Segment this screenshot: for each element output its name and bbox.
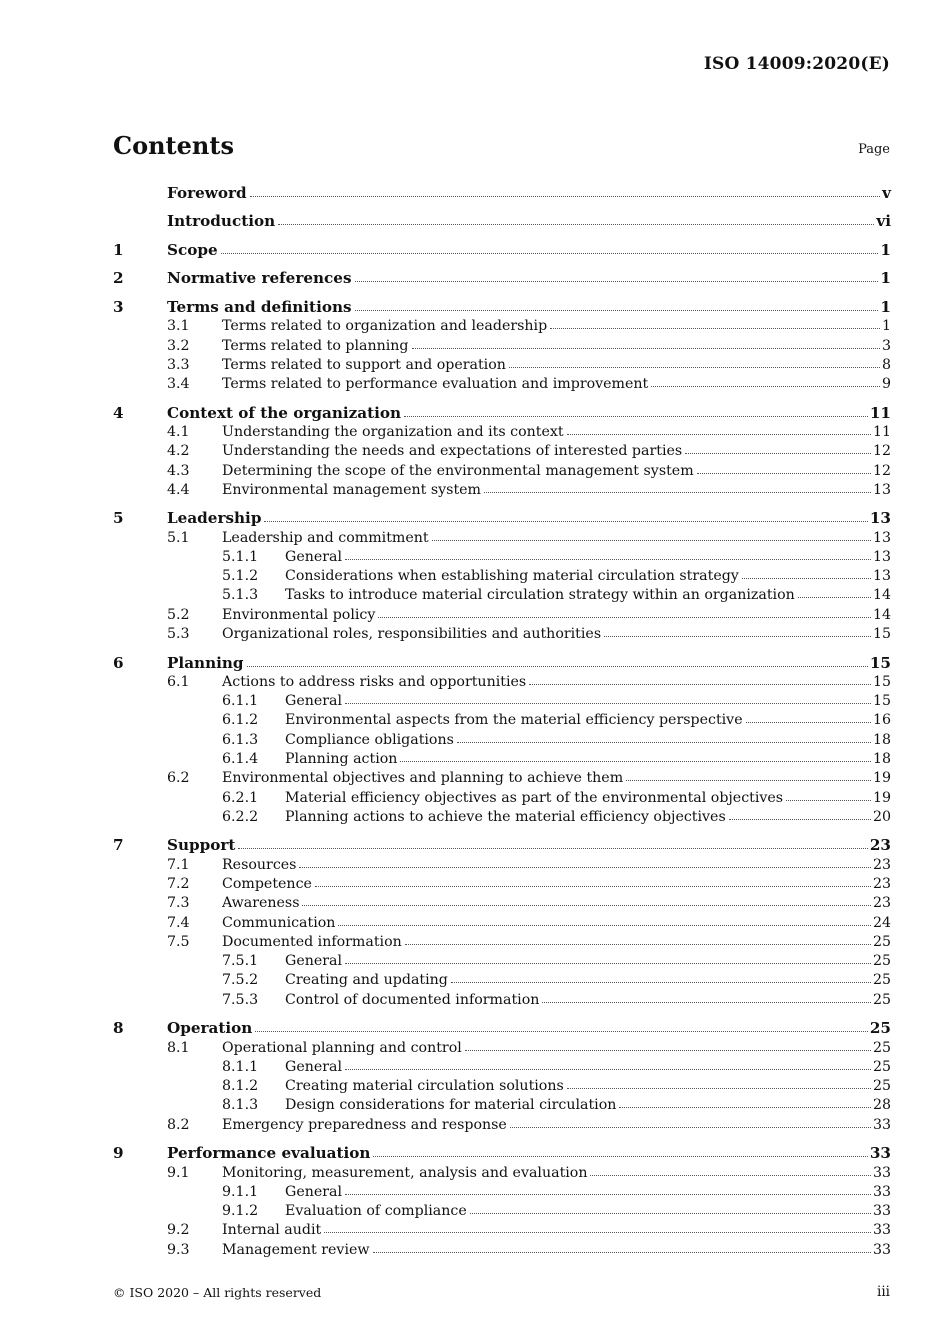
toc-entry-number: 6.1.3 [222, 731, 259, 748]
toc-entry-title: Operation [167, 1019, 253, 1038]
toc-entry-title: Actions to address risks and opportunities [222, 673, 527, 690]
toc-entry-page: 33 [869, 1144, 891, 1163]
toc-entry[interactable] [113, 1039, 891, 1058]
toc-entry-page: 23 [869, 836, 891, 855]
toc-entry-number: 9.1.1 [222, 1183, 259, 1200]
toc-entry-page: 25 [872, 991, 891, 1008]
toc-entry-page: 33 [872, 1222, 891, 1239]
toc-leader-dots [404, 415, 868, 417]
toc-entry[interactable] [113, 212, 891, 231]
toc-leader-dots [355, 280, 879, 282]
toc-entry-title: Environmental policy [222, 606, 376, 623]
toc-entry-title: General [285, 693, 343, 710]
toc-entry[interactable] [113, 1116, 891, 1135]
toc-entry-number: 8.1.1 [222, 1058, 259, 1075]
toc-entry[interactable] [113, 529, 891, 548]
toc-entry-number: 6.2.2 [222, 808, 259, 825]
toc-entry[interactable] [113, 711, 891, 730]
toc-entry-page: 1 [880, 240, 891, 259]
toc-entry-number: 7.3 [167, 895, 190, 912]
toc-leader-dots [509, 366, 880, 368]
toc-leader-dots [221, 252, 879, 254]
toc-entry[interactable] [113, 673, 891, 692]
toc-leader-dots [373, 1251, 871, 1253]
toc-entry[interactable] [113, 337, 891, 356]
toc-entry-page: 11 [872, 423, 891, 440]
toc-entry-title: Terms related to support and operation [222, 356, 506, 373]
toc-entry-page: v [882, 184, 891, 202]
toc-entry-number: 5.1.2 [222, 568, 259, 585]
toc-entry-page: 12 [872, 443, 891, 460]
toc-leader-dots [550, 327, 880, 329]
toc-entry-page: 33 [872, 1241, 891, 1258]
toc-leader-dots [786, 799, 871, 801]
toc-leader-dots [255, 1030, 868, 1032]
toc-entry[interactable] [113, 462, 891, 481]
toc-entry-title: Performance evaluation [167, 1144, 371, 1163]
toc-entry[interactable] [113, 654, 891, 673]
toc-entry-number: 6.1.2 [222, 712, 259, 729]
toc-entry[interactable] [113, 1077, 891, 1096]
toc-entry-title: Operational planning and control [222, 1039, 462, 1056]
toc-entry-page: 1 [880, 269, 891, 288]
toc-entry-number: 6 [113, 653, 124, 672]
toc-entry[interactable] [113, 750, 891, 769]
toc-entry-number: 5.1 [167, 529, 190, 546]
toc-leader-dots [451, 981, 871, 983]
toc-entry-title: General [285, 1183, 343, 1200]
toc-entry[interactable] [113, 1096, 891, 1115]
toc-entry-title: Planning [167, 653, 244, 672]
toc-leader-dots [567, 433, 871, 435]
toc-entry-page: 24 [872, 914, 891, 931]
toc-entry-title: Environmental management system [222, 481, 482, 498]
toc-entry-title: Foreword [167, 184, 247, 202]
toc-entry-title: Introduction [167, 212, 276, 231]
toc-entry[interactable] [113, 1202, 891, 1221]
toc-entry-page: 13 [872, 568, 891, 585]
toc-entry-number: 3 [113, 297, 124, 316]
toc-entry-title: General [285, 953, 343, 970]
toc-entry[interactable] [113, 481, 891, 500]
toc-leader-dots [510, 1126, 871, 1128]
toc-entry-page: 14 [872, 606, 891, 623]
toc-entry-page: 25 [872, 972, 891, 989]
toc-leader-dots [324, 1231, 871, 1233]
toc-entry-page: 13 [872, 548, 891, 565]
toc-entry-title: Leadership [167, 509, 262, 528]
toc-entry-number: 7 [113, 836, 124, 855]
toc-entry[interactable] [113, 789, 891, 808]
toc-entry-number: 4 [113, 403, 124, 422]
toc-leader-dots [590, 1174, 870, 1176]
toc-entry-title: Understanding the needs and expectations of interested parties [222, 443, 683, 460]
toc-entry-title: Terms and definitions [167, 297, 352, 316]
toc-entry-page: 28 [872, 1097, 891, 1114]
toc-entry[interactable] [113, 184, 891, 203]
toc-leader-dots [457, 741, 871, 743]
toc-entry[interactable] [113, 606, 891, 625]
toc-entry[interactable] [113, 731, 891, 750]
toc-entry[interactable] [113, 933, 891, 952]
toc-entry-number: 9.1.2 [222, 1203, 259, 1220]
toc-leader-dots [345, 962, 871, 964]
toc-entry-number: 2 [113, 269, 124, 288]
toc-entry-title: Communication [222, 914, 336, 931]
toc-entry-page: 23 [872, 856, 891, 873]
toc-entry[interactable] [113, 1164, 891, 1183]
toc-entry-number: 8.1.2 [222, 1078, 259, 1095]
toc-entry[interactable] [113, 509, 891, 528]
toc-leader-dots [697, 472, 871, 474]
toc-entry-number: 5.3 [167, 626, 190, 643]
toc-leader-dots [278, 223, 874, 225]
toc-leader-dots [685, 452, 871, 454]
toc-leader-dots [542, 1001, 871, 1003]
toc-entry-number: 6.2.1 [222, 789, 259, 806]
toc-entry[interactable] [113, 1221, 891, 1240]
toc-leader-dots [345, 558, 871, 560]
toc-leader-dots [604, 635, 871, 637]
toc-entry-title: Planning actions to achieve the material efficiency objectives [285, 808, 726, 825]
toc-leader-dots [345, 702, 871, 704]
toc-entry-page: 23 [872, 876, 891, 892]
toc-entry-page: 15 [872, 626, 891, 643]
toc-entry[interactable] [113, 971, 891, 990]
toc-entry[interactable] [113, 692, 891, 711]
toc-entry-title: Terms related to organization and leadership [222, 318, 548, 335]
toc-entry-number: 8.1.3 [222, 1097, 259, 1114]
toc-entry-number: 7.5 [167, 933, 190, 950]
toc-leader-dots [338, 924, 870, 926]
footer-page-number: iii [877, 1284, 890, 1300]
toc-entry-page: 19 [872, 789, 891, 806]
toc-entry[interactable] [113, 317, 891, 336]
toc-leader-dots [315, 885, 871, 887]
toc-entry[interactable] [113, 914, 891, 933]
toc-entry-number: 4.4 [167, 481, 190, 498]
toc-entry-title: Documented information [222, 933, 402, 950]
toc-entry-page: 33 [872, 1164, 891, 1181]
toc-entry-page: 25 [872, 1039, 891, 1056]
toc-entry-number: 7.5.3 [222, 991, 259, 1008]
toc-entry-number: 6.2 [167, 770, 190, 787]
toc-entry-page: 33 [872, 1203, 891, 1220]
toc-leader-dots [465, 1049, 871, 1051]
toc-leader-dots [299, 866, 870, 868]
toc-entry-page: 25 [869, 1019, 891, 1038]
toc-entry-number: 5.1.1 [222, 548, 259, 565]
toc-leader-dots [373, 1155, 867, 1157]
toc-entry[interactable] [113, 423, 891, 442]
toc-entry[interactable] [113, 836, 891, 855]
toc-entry[interactable] [113, 952, 891, 971]
toc-leader-dots [412, 347, 880, 349]
toc-entry-title: Scope [167, 240, 218, 259]
document-id: ISO 14009:2020(E) [703, 54, 890, 74]
toc-entry-title: Organizational roles, responsibilities and authorities [222, 626, 602, 643]
toc-entry-title: Design considerations for material circulation [285, 1097, 617, 1114]
toc-entry-number: 3.4 [167, 376, 190, 393]
page-column-label: Page [858, 142, 890, 157]
toc-entry[interactable] [113, 241, 891, 260]
toc-entry-page: 16 [872, 712, 891, 729]
toc-entry-number: 7.1 [167, 856, 190, 873]
toc-entry-page: 9 [881, 376, 891, 393]
toc-entry-number: 9.1 [167, 1164, 190, 1181]
toc-entry-page: 8 [881, 356, 891, 373]
toc-entry-page: 14 [872, 587, 891, 604]
toc-entry[interactable] [113, 1058, 891, 1077]
toc-entry-title: Creating and updating [285, 972, 448, 989]
toc-entry-number: 4.3 [167, 462, 190, 479]
toc-entry-title: Determining the scope of the environmental management system [222, 462, 694, 479]
toc-leader-dots [729, 818, 871, 820]
toc-leader-dots [470, 1212, 871, 1214]
toc-entry-title: Leadership and commitment [222, 529, 429, 546]
toc-leader-dots [626, 779, 871, 781]
toc-entry[interactable] [113, 586, 891, 605]
footer-copyright: © ISO 2020 – All rights reserved [113, 1285, 322, 1300]
toc-leader-dots [742, 577, 871, 579]
toc-entry[interactable] [113, 856, 891, 875]
toc-entry-number: 3.1 [167, 318, 190, 335]
toc-entry-title: Evaluation of compliance [285, 1203, 467, 1220]
toc-entry-title: Terms related to planning [222, 337, 409, 354]
toc-entry-number: 6.1.4 [222, 751, 259, 768]
toc-entry-number: 8 [113, 1019, 124, 1038]
toc-entry-title: Creating material circulation solutions [285, 1078, 564, 1095]
toc-entry-title: Management review [222, 1241, 370, 1258]
toc-entry[interactable] [113, 769, 891, 788]
toc-entry-number: 5 [113, 509, 124, 528]
toc-entry-title: Control of documented information [285, 991, 540, 1008]
toc-entry-page: 33 [872, 1116, 891, 1133]
toc-leader-dots [567, 1087, 871, 1089]
toc-leader-dots [355, 309, 879, 311]
toc-entry-number: 4.1 [167, 423, 190, 440]
toc-entry-page: 3 [881, 337, 891, 354]
toc-leader-dots [746, 721, 871, 723]
toc-entry-page: vi [876, 212, 891, 231]
toc-entry-page: 25 [872, 1058, 891, 1075]
toc-entry-title: Considerations when establishing material circulation strategy [285, 568, 739, 585]
contents-heading: Contents [113, 131, 234, 160]
toc-entry-number: 5.1.3 [222, 587, 259, 604]
toc-entry-title: Context of the organization [167, 403, 402, 422]
toc-entry-title: Material efficiency objectives as part of the environmental objectives [285, 789, 784, 806]
toc-entry-number: 6.1.1 [222, 693, 259, 710]
toc-leader-dots [651, 385, 880, 387]
toc-leader-dots [529, 683, 871, 685]
toc-leader-dots [250, 195, 881, 197]
toc-entry-page: 1 [880, 297, 891, 316]
toc-entry-page: 11 [869, 403, 891, 422]
toc-entry-page: 25 [872, 953, 891, 970]
toc-leader-dots [238, 847, 867, 849]
toc-entry[interactable] [113, 356, 891, 375]
toc-entry-page: 33 [872, 1183, 891, 1200]
toc-entry[interactable] [113, 1241, 891, 1260]
toc-leader-dots [378, 616, 871, 618]
toc-entry-page: 15 [872, 693, 891, 710]
toc-entry-title: Terms related to performance evaluation and improvement [222, 376, 649, 393]
toc-entry[interactable] [113, 269, 891, 288]
toc-entry-number: 3.2 [167, 337, 190, 354]
toc-entry-title: Environmental aspects from the material efficiency perspective [285, 712, 743, 729]
toc-entry-number: 6.1 [167, 673, 190, 690]
toc-leader-dots [345, 1193, 871, 1195]
toc-leader-dots [400, 760, 871, 762]
toc-entry-number: 7.5.2 [222, 972, 259, 989]
toc-leader-dots [484, 491, 871, 493]
toc-entry-title: Understanding the organization and its context [222, 423, 564, 440]
toc-entry-title: Emergency preparedness and response [222, 1116, 507, 1133]
toc-leader-dots [302, 904, 870, 906]
toc-entry-page: 12 [872, 462, 891, 479]
toc-entry-page: 13 [872, 481, 891, 498]
toc-leader-dots [619, 1106, 871, 1108]
toc-entry-number: 9.3 [167, 1241, 190, 1258]
toc-entry[interactable] [113, 548, 891, 567]
toc-entry-page: 15 [872, 673, 891, 690]
toc-entry-title: Support [167, 836, 236, 855]
toc-entry-number: 1 [113, 240, 124, 259]
toc-entry-page: 1 [881, 318, 891, 335]
toc-entry-page: 23 [872, 895, 891, 912]
toc-entry[interactable] [113, 298, 891, 317]
toc-entry-page: 18 [872, 731, 891, 748]
toc-entry[interactable] [113, 875, 891, 894]
toc-leader-dots [345, 1068, 871, 1070]
table-of-contents [113, 184, 891, 1260]
toc-entry-page: 19 [872, 770, 891, 787]
toc-entry-number: 8.2 [167, 1116, 190, 1133]
toc-entry-number: 9 [113, 1144, 124, 1163]
toc-entry-number: 4.2 [167, 443, 190, 460]
toc-leader-dots [798, 596, 871, 598]
toc-entry-page: 13 [872, 529, 891, 546]
toc-entry-title: General [285, 1058, 343, 1075]
toc-entry-title: Competence [222, 876, 312, 892]
toc-entry-page: 20 [872, 808, 891, 825]
toc-entry-number: 3.3 [167, 356, 190, 373]
toc-entry[interactable] [113, 1183, 891, 1202]
toc-entry-number: 8.1 [167, 1039, 190, 1056]
toc-entry-page: 15 [869, 653, 891, 672]
toc-entry-title: Resources [222, 856, 297, 873]
toc-entry-title: Planning action [285, 751, 398, 768]
toc-entry[interactable] [113, 894, 891, 913]
toc-entry-title: Normative references [167, 269, 352, 288]
toc-entry-title: Internal audit [222, 1222, 322, 1239]
toc-entry-number: 9.2 [167, 1222, 190, 1239]
toc-entry-page: 18 [872, 751, 891, 768]
toc-entry-title: Compliance obligations [285, 731, 454, 748]
toc-entry[interactable] [113, 375, 891, 394]
toc-entry-title: Monitoring, measurement, analysis and evaluation [222, 1164, 588, 1181]
toc-entry[interactable] [113, 1019, 891, 1038]
toc-entry[interactable] [113, 808, 891, 827]
toc-entry[interactable] [113, 1144, 891, 1163]
toc-entry-page: 25 [872, 1078, 891, 1095]
toc-entry-title: General [285, 548, 343, 565]
toc-leader-dots [405, 943, 871, 945]
toc-leader-dots [432, 539, 871, 541]
toc-entry[interactable] [113, 625, 891, 644]
toc-leader-dots [264, 520, 867, 522]
toc-entry-page: 13 [869, 509, 891, 528]
toc-entry-number: 5.2 [167, 606, 190, 623]
toc-entry-number: 7.2 [167, 876, 190, 892]
toc-entry-number: 7.5.1 [222, 953, 259, 970]
toc-entry-number: 7.4 [167, 914, 190, 931]
toc-entry-title: Tasks to introduce material circulation strategy within an organization [285, 587, 795, 604]
toc-entry[interactable] [113, 404, 891, 423]
toc-entry[interactable] [113, 991, 891, 1010]
toc-entry[interactable] [113, 442, 891, 461]
toc-entry-title: Awareness [222, 895, 300, 912]
toc-leader-dots [247, 665, 868, 667]
toc-entry[interactable] [113, 567, 891, 586]
toc-entry-title: Environmental objectives and planning to achieve them [222, 770, 624, 787]
toc-entry-page: 25 [872, 933, 891, 950]
